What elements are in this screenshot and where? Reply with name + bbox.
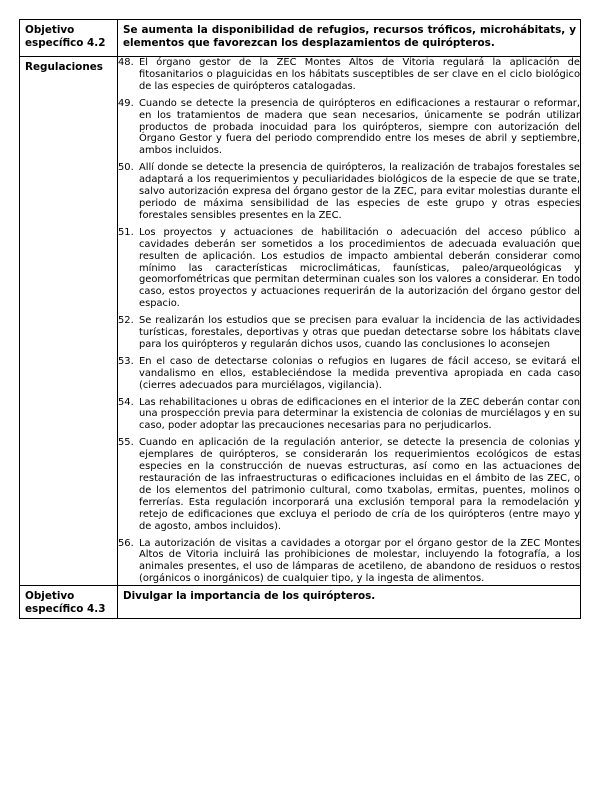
regulation-text: Las rehabilitaciones u obras de edificaciones en el interior de la ZEC deberán contar con una prospección previa para determinar la existencia de colonias de murciélagos y en su caso, poder adoptar las precauciones necesarias para no perjudicarlos. <box>139 396 580 432</box>
regulation-text: Los proyectos y actuaciones de habilitación o adecuación del acceso público a cavidades deberán ser sometidos a los procedimientos de adecuada evaluación que resulten de aplicación. Los estudios de impacto ambiental deberán considerar como mínimo las características microclimáticas, faunísticas, paleo/arqueológicas y geomorfométricas que permitan determinan cuales son los valores a considerar. En todo caso, estos proyectos y actuaciones requerirán de la autorización del órgano gestor del espacio. <box>139 226 580 310</box>
regulation-item <box>118 437 580 532</box>
objective-4-2-text-cell <box>118 20 581 57</box>
regulation-text: Allí donde se detecte la presencia de quirópteros, la realización de trabajos forestales se adaptará a los requerimientos y peculiaridades biológicos de la especie de que se trate, salvo autorización expresa del órgano gestor de la ZEC, para evitar molestias durante el periodo de máxima sensibilidad de las especies de este grupo y otras especies forestales sensibles presentes en la ZEC. <box>139 162 580 221</box>
regulation-text: El órgano gestor de la ZEC Montes Altos de Vitoria regulará la aplicación de fitosanitarios o plaguicidas en los hábitats susceptibles de ser clave en el ciclo biológico de las especies de quirópteros catalogadas. <box>139 57 580 92</box>
regulation-item <box>118 98 580 158</box>
regulation-number: 49. <box>118 97 134 109</box>
objective-4-3-text-cell <box>118 586 581 619</box>
regulation-number: 53. <box>118 355 134 367</box>
regulation-number: 50. <box>118 162 134 174</box>
regulation-item <box>118 538 580 586</box>
regulation-number: 55. <box>118 437 134 449</box>
objective-4-2-text: Se aumenta la disponibilidad de refugios, recursos tróficos, microhábitats, y elementos que favorezcan los desplazamientos de quirópteros. <box>123 24 576 49</box>
regulation-item <box>118 162 580 222</box>
regulations-row <box>20 57 581 586</box>
regulation-item <box>118 315 580 351</box>
regulation-text: La autorización de visitas a cavidades a otorgar por el órgano gestor de la ZEC Montes Altos de Vitoria incluirá las prohibiciones de molestar, incluyendo la fotografía, a los animales presentes, el uso de lámparas de acetileno, de abandono de residuos o restos (orgánicos o inorgánicos) de cualquier tipo, y la ingesta de alimentos. <box>139 537 580 585</box>
objective-4-3-label: Objetivo específico 4.3 <box>25 590 106 616</box>
regulation-text: Se realizarán los estudios que se precisen para evaluar la incidencia de las actividades turísticas, forestales, deportivas y otras que puedan detectarse sobre los hábitats clave para los quirópteros y regularán dichos usos, cuando las conclusiones lo aconsejen <box>139 315 580 350</box>
regulation-number: 56. <box>118 537 134 549</box>
regulation-text: En el caso de detectarse colonias o refugios en lugares de fácil acceso, se evitará el vandalismo en ellos, estableciéndose la medida preventiva apropiada en cada caso (cierres adecuados para murciélagos, vigilancia). <box>139 355 580 391</box>
objective-4-2-row <box>20 20 581 57</box>
objective-4-3-row <box>20 586 581 619</box>
regulation-item <box>118 356 580 392</box>
regulation-item <box>118 57 580 93</box>
regulations-table <box>19 19 581 619</box>
regulation-number: 48. <box>118 57 134 68</box>
regulation-number: 52. <box>118 315 134 327</box>
objective-4-2-label: Objetivo específico 4.2 <box>25 24 106 49</box>
regulation-text: Cuando en aplicación de la regulación anterior, se detecte la presencia de colonias y ejemplares de quirópteros, se considerarán los requerimientos ecológicos de estas especies en la construcción de nuevas estructuras, así como en las actuaciones de restauración de las infraestructuras o edificaciones incluidas en el ámbito de las ZEC, o de los elementos del patrimonio cultural, como txabolas, ermitas, puentes, molinos o ferrerías. Esta regulación incorporará una exclusión temporal para la remodelación y retejo de edificaciones que excluya el periodo de cría de los quirópteros (entre mayo y de agosto, ambos incluidos). <box>139 437 580 532</box>
objective-4-3-label-cell <box>20 586 118 619</box>
regulations-label: Regulaciones <box>25 61 103 73</box>
objective-4-2-label-cell <box>20 20 118 57</box>
regulations-label-cell <box>20 57 118 586</box>
regulation-text: Cuando se detecte la presencia de quirópteros en edificaciones a restaurar o reformar, en los tratamientos de madera que sean necesarios, únicamente se podrán utilizar productos de probada inocuidad para los quirópteros, siempre con autorización del Órgano Gestor y fuera del periodo comprendido entre los meses de abril y septiembre, ambos incluidos. <box>139 97 580 157</box>
regulation-number: 51. <box>118 226 134 238</box>
regulation-number: 54. <box>118 396 134 408</box>
regulation-item <box>118 397 580 433</box>
regulations-list-cell <box>118 57 581 586</box>
objective-4-3-text: Divulgar la importancia de los quirópteros. <box>123 590 376 603</box>
regulation-item <box>118 227 580 310</box>
